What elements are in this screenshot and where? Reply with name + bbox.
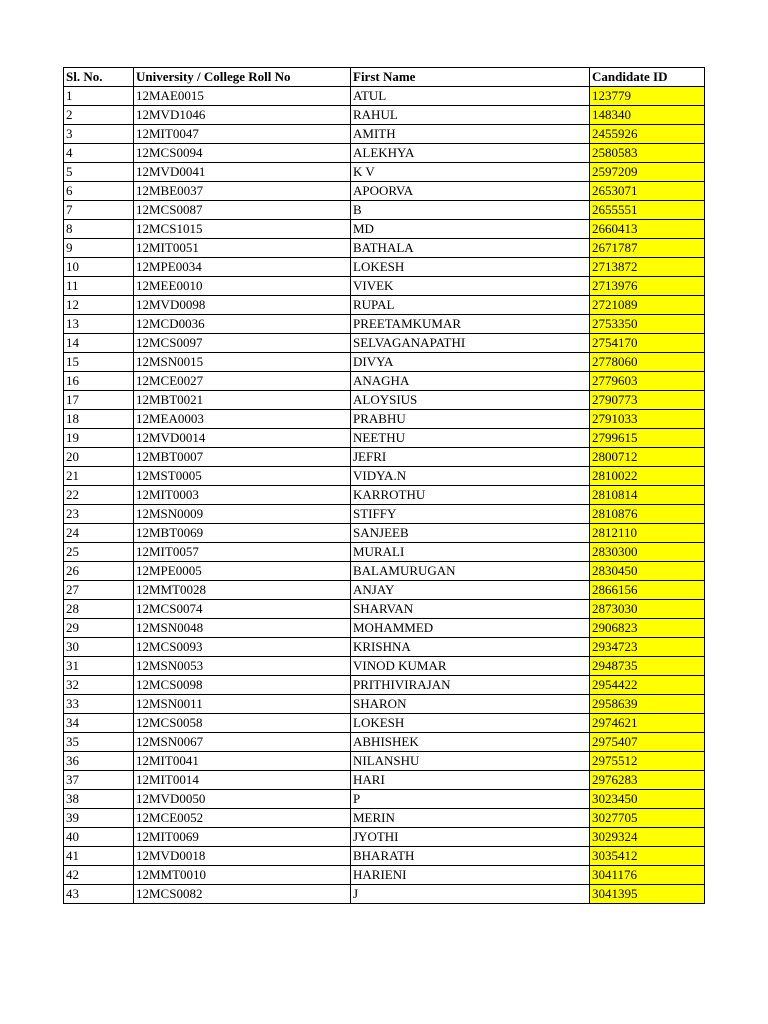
cell-candidate-id: 2655551	[590, 201, 705, 220]
table-row	[64, 258, 705, 277]
cell-sl-no: 25	[64, 543, 134, 562]
cell-first-name: BHARATH	[351, 847, 590, 866]
cell-roll-no: 12MST0005	[134, 467, 351, 486]
table-row	[64, 885, 705, 904]
cell-candidate-id: 2958639	[590, 695, 705, 714]
cell-roll-no: 12MBT0007	[134, 448, 351, 467]
table-row	[64, 752, 705, 771]
cell-roll-no: 12MCS0093	[134, 638, 351, 657]
cell-first-name: LOKESH	[351, 714, 590, 733]
cell-first-name: SHARVAN	[351, 600, 590, 619]
cell-sl-no: 28	[64, 600, 134, 619]
table-row	[64, 809, 705, 828]
cell-candidate-id: 2671787	[590, 239, 705, 258]
cell-first-name: KARROTHU	[351, 486, 590, 505]
table-row	[64, 524, 705, 543]
cell-sl-no: 5	[64, 163, 134, 182]
cell-first-name: HARIENI	[351, 866, 590, 885]
cell-roll-no: 12MSN0067	[134, 733, 351, 752]
cell-first-name: DIVYA	[351, 353, 590, 372]
table-row	[64, 353, 705, 372]
cell-sl-no: 40	[64, 828, 134, 847]
cell-roll-no: 12MPE0034	[134, 258, 351, 277]
table-row	[64, 334, 705, 353]
cell-first-name: PRITHIVIRAJAN	[351, 676, 590, 695]
cell-sl-no: 24	[64, 524, 134, 543]
cell-first-name: VIVEK	[351, 277, 590, 296]
cell-roll-no: 12MPE0005	[134, 562, 351, 581]
cell-first-name: P	[351, 790, 590, 809]
cell-first-name: MURALI	[351, 543, 590, 562]
header-row	[64, 68, 705, 87]
cell-candidate-id: 2778060	[590, 353, 705, 372]
cell-candidate-id: 2455926	[590, 125, 705, 144]
cell-sl-no: 3	[64, 125, 134, 144]
header-roll-no: University / College Roll No	[134, 68, 351, 87]
cell-sl-no: 22	[64, 486, 134, 505]
cell-candidate-id: 123779	[590, 87, 705, 106]
cell-roll-no: 12MCS0058	[134, 714, 351, 733]
cell-first-name: STIFFY	[351, 505, 590, 524]
cell-candidate-id: 2948735	[590, 657, 705, 676]
cell-roll-no: 12MVD0041	[134, 163, 351, 182]
cell-candidate-id: 2713872	[590, 258, 705, 277]
table-row	[64, 543, 705, 562]
cell-sl-no: 43	[64, 885, 134, 904]
cell-roll-no: 12MSN0048	[134, 619, 351, 638]
cell-first-name: B	[351, 201, 590, 220]
cell-sl-no: 8	[64, 220, 134, 239]
cell-first-name: RUPAL	[351, 296, 590, 315]
cell-candidate-id: 2721089	[590, 296, 705, 315]
candidate-table	[63, 67, 705, 904]
cell-roll-no: 12MSN0011	[134, 695, 351, 714]
table-row	[64, 695, 705, 714]
table-row	[64, 372, 705, 391]
table-row	[64, 467, 705, 486]
cell-candidate-id: 3023450	[590, 790, 705, 809]
table-row	[64, 106, 705, 125]
cell-sl-no: 42	[64, 866, 134, 885]
cell-sl-no: 29	[64, 619, 134, 638]
table-row	[64, 201, 705, 220]
cell-roll-no: 12MVD1046	[134, 106, 351, 125]
table-row	[64, 486, 705, 505]
cell-sl-no: 2	[64, 106, 134, 125]
cell-candidate-id: 2812110	[590, 524, 705, 543]
header-first-name: First Name	[351, 68, 590, 87]
cell-roll-no: 12MBT0069	[134, 524, 351, 543]
cell-candidate-id: 2754170	[590, 334, 705, 353]
cell-first-name: HARI	[351, 771, 590, 790]
table-row	[64, 828, 705, 847]
cell-roll-no: 12MIT0051	[134, 239, 351, 258]
table-row	[64, 163, 705, 182]
cell-sl-no: 17	[64, 391, 134, 410]
cell-first-name: BATHALA	[351, 239, 590, 258]
table-row	[64, 391, 705, 410]
cell-candidate-id: 2830300	[590, 543, 705, 562]
cell-first-name: RAHUL	[351, 106, 590, 125]
cell-roll-no: 12MCS0097	[134, 334, 351, 353]
header-sl-no: Sl. No.	[64, 68, 134, 87]
cell-roll-no: 12MSN0015	[134, 353, 351, 372]
cell-roll-no: 12MIT0003	[134, 486, 351, 505]
table-row	[64, 144, 705, 163]
cell-roll-no: 12MCD0036	[134, 315, 351, 334]
cell-candidate-id: 2580583	[590, 144, 705, 163]
table-row	[64, 581, 705, 600]
cell-sl-no: 35	[64, 733, 134, 752]
cell-first-name: ALOYSIUS	[351, 391, 590, 410]
cell-first-name: JYOTHI	[351, 828, 590, 847]
cell-sl-no: 27	[64, 581, 134, 600]
cell-candidate-id: 2799615	[590, 429, 705, 448]
cell-first-name: MD	[351, 220, 590, 239]
cell-candidate-id: 2976283	[590, 771, 705, 790]
cell-first-name: BALAMURUGAN	[351, 562, 590, 581]
table-row	[64, 657, 705, 676]
cell-candidate-id: 2597209	[590, 163, 705, 182]
cell-first-name: KRISHNA	[351, 638, 590, 657]
table-row	[64, 125, 705, 144]
cell-first-name: PREETAMKUMAR	[351, 315, 590, 334]
cell-sl-no: 32	[64, 676, 134, 695]
cell-roll-no: 12MCS0098	[134, 676, 351, 695]
cell-first-name: MERIN	[351, 809, 590, 828]
cell-sl-no: 41	[64, 847, 134, 866]
cell-roll-no: 12MEA0003	[134, 410, 351, 429]
table-row	[64, 619, 705, 638]
cell-first-name: PRABHU	[351, 410, 590, 429]
cell-roll-no: 12MVD0018	[134, 847, 351, 866]
cell-sl-no: 34	[64, 714, 134, 733]
cell-candidate-id: 2660413	[590, 220, 705, 239]
table-row	[64, 790, 705, 809]
cell-sl-no: 10	[64, 258, 134, 277]
cell-sl-no: 39	[64, 809, 134, 828]
table-row	[64, 429, 705, 448]
cell-sl-no: 31	[64, 657, 134, 676]
cell-sl-no: 9	[64, 239, 134, 258]
cell-first-name: VINOD KUMAR	[351, 657, 590, 676]
cell-first-name: AMITH	[351, 125, 590, 144]
cell-candidate-id: 2653071	[590, 182, 705, 201]
cell-candidate-id: 2779603	[590, 372, 705, 391]
cell-roll-no: 12MVD0014	[134, 429, 351, 448]
cell-sl-no: 33	[64, 695, 134, 714]
header-candidate-id: Candidate ID	[590, 68, 705, 87]
cell-first-name: NILANSHU	[351, 752, 590, 771]
cell-candidate-id: 2830450	[590, 562, 705, 581]
cell-roll-no: 12MCE0052	[134, 809, 351, 828]
cell-first-name: SANJEEB	[351, 524, 590, 543]
cell-candidate-id: 2975407	[590, 733, 705, 752]
cell-roll-no: 12MCE0027	[134, 372, 351, 391]
cell-roll-no: 12MIT0047	[134, 125, 351, 144]
cell-first-name: JEFRI	[351, 448, 590, 467]
table-row	[64, 182, 705, 201]
table-row	[64, 277, 705, 296]
table-row	[64, 87, 705, 106]
cell-first-name: NEETHU	[351, 429, 590, 448]
cell-first-name: ANAGHA	[351, 372, 590, 391]
cell-roll-no: 12MBE0037	[134, 182, 351, 201]
cell-roll-no: 12MIT0014	[134, 771, 351, 790]
cell-roll-no: 12MAE0015	[134, 87, 351, 106]
cell-first-name: MOHAMMED	[351, 619, 590, 638]
cell-candidate-id: 2975512	[590, 752, 705, 771]
cell-roll-no: 12MIT0069	[134, 828, 351, 847]
cell-candidate-id: 2800712	[590, 448, 705, 467]
table-row	[64, 562, 705, 581]
cell-sl-no: 21	[64, 467, 134, 486]
cell-candidate-id: 2866156	[590, 581, 705, 600]
cell-candidate-id: 2791033	[590, 410, 705, 429]
table-row	[64, 448, 705, 467]
table-row	[64, 771, 705, 790]
cell-roll-no: 12MCS0074	[134, 600, 351, 619]
cell-candidate-id: 2810876	[590, 505, 705, 524]
table-row	[64, 676, 705, 695]
cell-sl-no: 13	[64, 315, 134, 334]
cell-sl-no: 16	[64, 372, 134, 391]
cell-sl-no: 36	[64, 752, 134, 771]
cell-roll-no: 12MIT0041	[134, 752, 351, 771]
cell-roll-no: 12MCS0094	[134, 144, 351, 163]
table-row	[64, 220, 705, 239]
table-row	[64, 866, 705, 885]
cell-sl-no: 26	[64, 562, 134, 581]
cell-sl-no: 38	[64, 790, 134, 809]
cell-first-name: APOORVA	[351, 182, 590, 201]
cell-roll-no: 12MCS0087	[134, 201, 351, 220]
cell-sl-no: 20	[64, 448, 134, 467]
table-row	[64, 410, 705, 429]
cell-first-name: K V	[351, 163, 590, 182]
cell-candidate-id: 3041395	[590, 885, 705, 904]
cell-sl-no: 15	[64, 353, 134, 372]
table-row	[64, 733, 705, 752]
cell-sl-no: 23	[64, 505, 134, 524]
cell-candidate-id: 2753350	[590, 315, 705, 334]
table-row	[64, 847, 705, 866]
cell-candidate-id: 2713976	[590, 277, 705, 296]
cell-first-name: LOKESH	[351, 258, 590, 277]
cell-sl-no: 14	[64, 334, 134, 353]
cell-roll-no: 12MMT0010	[134, 866, 351, 885]
cell-first-name: ABHISHEK	[351, 733, 590, 752]
cell-candidate-id: 2810814	[590, 486, 705, 505]
table-row	[64, 505, 705, 524]
table-row	[64, 315, 705, 334]
cell-roll-no: 12MSN0053	[134, 657, 351, 676]
cell-roll-no: 12MMT0028	[134, 581, 351, 600]
cell-first-name: SELVAGANAPATHI	[351, 334, 590, 353]
cell-roll-no: 12MCS1015	[134, 220, 351, 239]
table-row	[64, 714, 705, 733]
cell-first-name: ANJAY	[351, 581, 590, 600]
cell-sl-no: 6	[64, 182, 134, 201]
cell-sl-no: 11	[64, 277, 134, 296]
cell-first-name: J	[351, 885, 590, 904]
cell-candidate-id: 2954422	[590, 676, 705, 695]
cell-candidate-id: 3035412	[590, 847, 705, 866]
cell-candidate-id: 2934723	[590, 638, 705, 657]
table-row	[64, 600, 705, 619]
table-row	[64, 296, 705, 315]
cell-candidate-id: 3041176	[590, 866, 705, 885]
cell-candidate-id: 2873030	[590, 600, 705, 619]
cell-roll-no: 12MEE0010	[134, 277, 351, 296]
cell-candidate-id: 2790773	[590, 391, 705, 410]
cell-roll-no: 12MCS0082	[134, 885, 351, 904]
cell-sl-no: 18	[64, 410, 134, 429]
cell-candidate-id: 2974621	[590, 714, 705, 733]
cell-first-name: VIDYA.N	[351, 467, 590, 486]
cell-roll-no: 12MSN0009	[134, 505, 351, 524]
cell-sl-no: 30	[64, 638, 134, 657]
cell-candidate-id: 2906823	[590, 619, 705, 638]
cell-roll-no: 12MVD0050	[134, 790, 351, 809]
cell-sl-no: 12	[64, 296, 134, 315]
table-row	[64, 638, 705, 657]
cell-first-name: ATUL	[351, 87, 590, 106]
cell-roll-no: 12MBT0021	[134, 391, 351, 410]
cell-first-name: ALEKHYA	[351, 144, 590, 163]
cell-sl-no: 1	[64, 87, 134, 106]
cell-roll-no: 12MVD0098	[134, 296, 351, 315]
cell-sl-no: 37	[64, 771, 134, 790]
cell-sl-no: 7	[64, 201, 134, 220]
cell-sl-no: 4	[64, 144, 134, 163]
cell-candidate-id: 3027705	[590, 809, 705, 828]
cell-first-name: SHARON	[351, 695, 590, 714]
table-body	[64, 87, 705, 904]
cell-candidate-id: 2810022	[590, 467, 705, 486]
table-row	[64, 239, 705, 258]
cell-roll-no: 12MIT0057	[134, 543, 351, 562]
cell-candidate-id: 3029324	[590, 828, 705, 847]
cell-candidate-id: 148340	[590, 106, 705, 125]
cell-sl-no: 19	[64, 429, 134, 448]
